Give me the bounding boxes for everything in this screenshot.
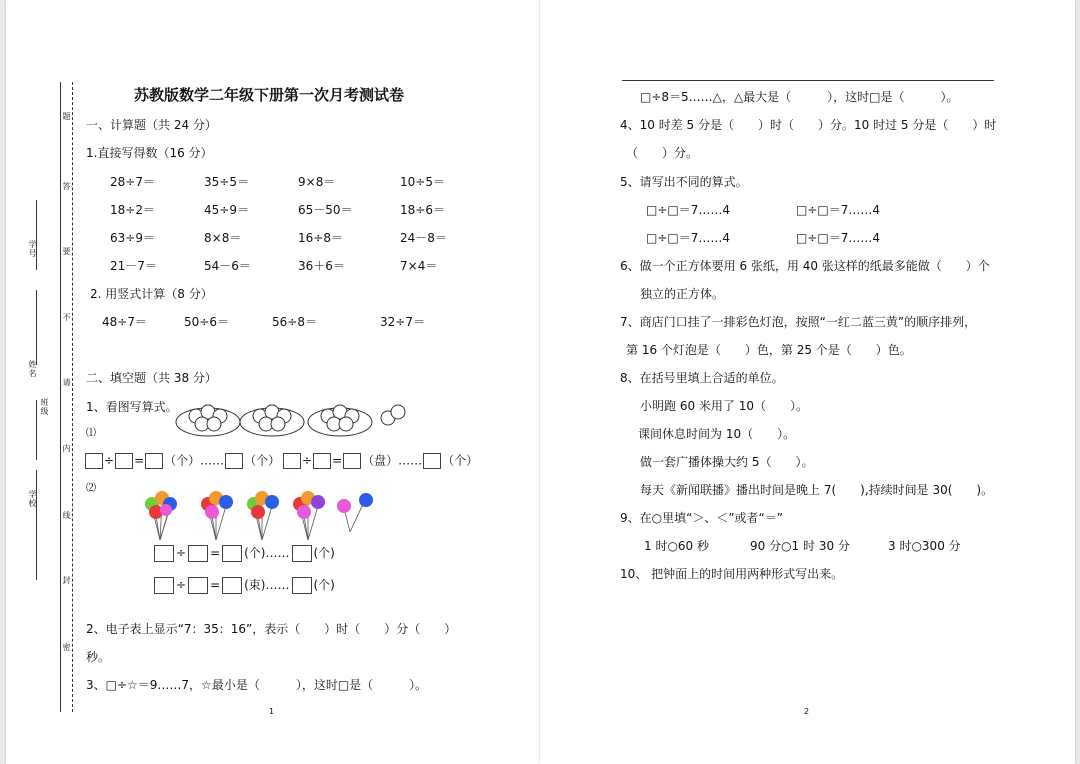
q5-formula[interactable]: □÷□＝7……4 [796, 203, 881, 217]
unit-text: (束)…… [244, 578, 290, 592]
student-id-label: 学号 [28, 240, 37, 258]
class-label: 班级 [40, 398, 49, 416]
apple-plates-illustration [174, 394, 414, 444]
q5-formula[interactable]: □÷□＝7……4 [646, 203, 731, 217]
division-sign: ÷ [302, 453, 313, 468]
unit-text: (个) [313, 546, 335, 560]
answer-box[interactable] [154, 577, 174, 594]
calc-item: 45÷9＝ [204, 203, 249, 217]
calc-item: 28÷7＝ [110, 175, 155, 189]
equation-apples-left [84, 453, 280, 469]
q8-item[interactable]: 小明跑 60 米用了 10（ ）。 [640, 399, 808, 413]
equals-sign: = [134, 453, 145, 468]
q5-formula[interactable]: □÷□＝7……4 [646, 231, 731, 245]
answer-box[interactable] [292, 577, 312, 594]
unit-text: (个) [313, 578, 335, 592]
calc-item: 36＋6＝ [298, 259, 345, 273]
question-4-line-2: （ ）分。 [626, 146, 699, 160]
calc-item: 54－6＝ [204, 259, 251, 273]
calc-item: 35÷5＝ [204, 175, 249, 189]
binding-line-inner [72, 82, 73, 712]
division-sign: ÷ [176, 578, 187, 592]
margin-mark: 题 [62, 112, 71, 121]
part-vertical-calc: 2. 用竖式计算（8 分） [90, 287, 213, 301]
part-direct-calc: 1.直接写得数（16 分） [86, 146, 213, 160]
section-calculation: 一、计算题（共 24 分） [86, 118, 217, 132]
margin-mark: 封 [62, 576, 71, 585]
unit-text: （个）…… [164, 453, 225, 468]
answer-box[interactable] [188, 545, 208, 562]
answer-box[interactable] [292, 545, 312, 562]
answer-box[interactable] [85, 453, 103, 469]
equals-sign: = [332, 453, 343, 468]
student-id-line[interactable] [36, 200, 37, 270]
margin-mark: 密 [62, 643, 71, 652]
question-5: 5、请写出不同的算式。 [620, 175, 748, 189]
answer-box[interactable] [145, 453, 163, 469]
answer-box[interactable] [423, 453, 441, 469]
school-line[interactable] [36, 470, 37, 580]
vertical-item: 50÷6＝ [184, 315, 229, 329]
margin-mark: 请 [62, 378, 71, 387]
calc-item: 18÷6＝ [400, 203, 445, 217]
calc-item: 9×8＝ [298, 175, 336, 189]
page-number: 1 [269, 707, 275, 716]
q9-item[interactable]: 1 时○60 秒 [644, 539, 710, 553]
school-label: 学校 [28, 490, 37, 508]
equals-sign: = [210, 578, 221, 592]
vertical-item: 48÷7＝ [102, 315, 147, 329]
equation-apples-right [282, 453, 478, 469]
sub-question-1: ⑴ [86, 428, 96, 439]
question-6-line-2: 独立的正方体。 [640, 287, 725, 301]
balloons-illustration [136, 488, 376, 548]
equation-balloons-2 [152, 577, 335, 594]
equals-sign: = [210, 546, 221, 560]
answer-box[interactable] [343, 453, 361, 469]
question-10: 10、 把钟面上的时间用两种形式写出来。 [620, 567, 844, 581]
section-fill-blank: 二、填空题（共 38 分） [86, 371, 217, 385]
q5-formula[interactable]: □÷□＝7……4 [796, 231, 881, 245]
question-1-label: 1、看图写算式。 [86, 400, 178, 414]
sub-question-2: ⑵ [86, 483, 96, 494]
page-number: 2 [804, 707, 810, 716]
q8-item[interactable]: 做一套广播体操大约 5（ ）。 [640, 455, 814, 469]
calc-item: 63÷9＝ [110, 231, 155, 245]
calc-item: 8×8＝ [204, 231, 242, 245]
question-7-line-1: 7、商店门口挂了一排彩色灯泡，按照“一红二蓝三黄”的顺序排列， [620, 315, 977, 329]
margin-mark: 线 [62, 511, 71, 520]
question-6-line-1: 6、做一个正方体要用 6 张纸，用 40 张这样的纸最多能做（ ）个 [620, 259, 990, 273]
vertical-item: 32÷7＝ [380, 315, 425, 329]
question-8: 8、在括号里填上合适的单位。 [620, 371, 784, 385]
margin-mark: 内 [62, 444, 71, 453]
vertical-item: 56÷8＝ [272, 315, 317, 329]
division-sign: ÷ [104, 453, 115, 468]
question-7-line-2: 第 16 个灯泡是（ ）色，第 25 个是（ ）色。 [626, 343, 912, 357]
unit-text: （个） [442, 453, 479, 468]
exam-page-1 [6, 0, 541, 764]
exam-page-2 [540, 0, 1075, 764]
calc-item: 7×4＝ [400, 259, 438, 273]
margin-mark: 答 [62, 182, 71, 191]
name-label: 姓名 [28, 360, 37, 378]
question-3-continued: □÷8＝5……△，△最大是（ ），这时□是（ ）。 [640, 90, 959, 104]
answer-box[interactable] [115, 453, 133, 469]
margin-mark: 不 [62, 313, 71, 322]
answer-box[interactable] [222, 577, 242, 594]
q9-item[interactable]: 3 时○300 分 [888, 539, 961, 553]
answer-box[interactable] [225, 453, 243, 469]
equation-balloons-1 [152, 545, 335, 562]
calc-item: 21－7＝ [110, 259, 157, 273]
calc-item: 16÷8＝ [298, 231, 343, 245]
answer-box[interactable] [283, 453, 301, 469]
class-line[interactable] [36, 400, 37, 460]
name-line[interactable] [36, 290, 37, 365]
question-3: 3、□÷☆＝9……7，☆最小是（ ），这时□是（ ）。 [86, 678, 428, 692]
margin-mark: 要 [62, 247, 71, 256]
q9-item[interactable]: 90 分○1 时 30 分 [750, 539, 850, 553]
calc-item: 18÷2＝ [110, 203, 155, 217]
answer-box[interactable] [313, 453, 331, 469]
question-9: 9、在○里填“＞、＜”或者“＝” [620, 511, 783, 525]
division-sign: ÷ [176, 546, 187, 560]
q8-item[interactable]: 每天《新闻联播》播出时间是晚上 7( ),持续时间是 30( )。 [640, 483, 994, 497]
answer-box[interactable] [222, 545, 242, 562]
unit-text: （盘）…… [362, 453, 423, 468]
question-2-line-2: 秒。 [86, 650, 111, 664]
answer-box[interactable] [188, 577, 208, 594]
question-4-line-1: 4、10 时差 5 分是（ ）时（ ）分。10 时过 5 分是（ ）时 [620, 118, 997, 132]
unit-text: （个） [244, 453, 281, 468]
answer-box[interactable] [154, 545, 174, 562]
page-title: 苏教版数学二年级下册第一次月考测试卷 [134, 86, 405, 104]
unit-text: (个)…… [244, 546, 290, 560]
q8-item[interactable]: 课间休息时间为 10（ ）。 [638, 427, 796, 441]
calc-item: 65－50＝ [298, 203, 353, 217]
calc-item: 24－8＝ [400, 231, 447, 245]
calc-item: 10÷5＝ [400, 175, 445, 189]
header-rule [622, 80, 994, 81]
question-2-line-1: 2、电子表上显示“7：35：16”，表示（ ）时（ ）分（ ） [86, 622, 457, 636]
binding-line-outer [60, 82, 61, 712]
